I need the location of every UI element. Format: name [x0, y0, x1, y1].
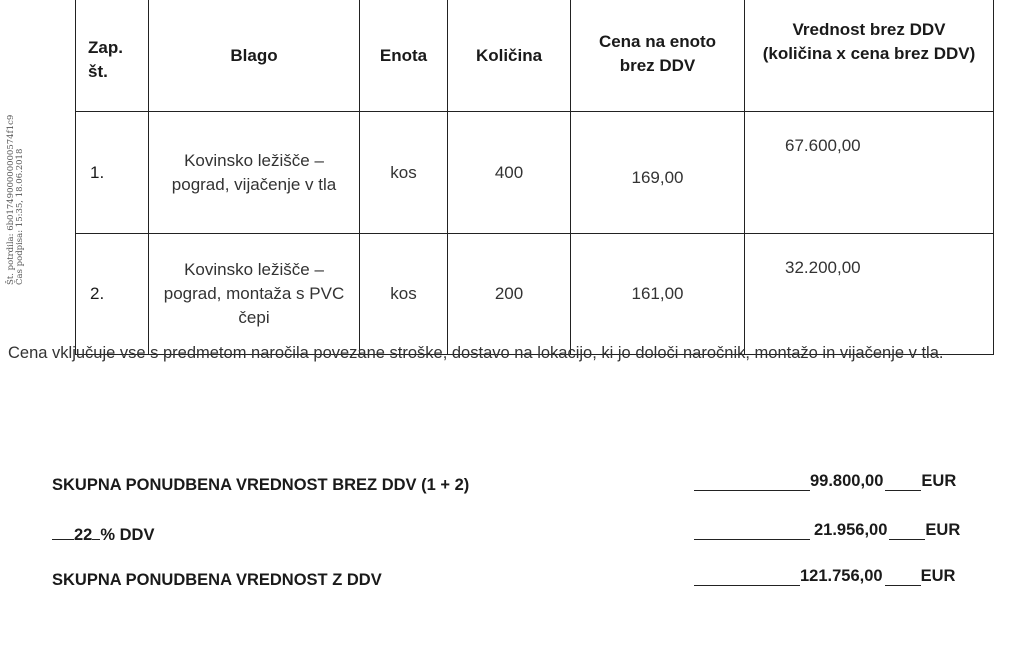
certificate-number: Št. potrdila: 6b0174900000000574f1c9: [6, 114, 16, 285]
fill-line: [694, 519, 810, 540]
offer-table: [75, 0, 994, 355]
row-enota: kos: [360, 112, 448, 234]
fill-line: [885, 565, 921, 586]
vat-rate: 22: [74, 526, 93, 544]
fill-line: [694, 565, 800, 586]
total-net-amount: 99.800,00: [810, 472, 884, 490]
header-enota: Enota: [360, 0, 448, 112]
total-net-currency: EUR: [921, 472, 957, 490]
total-gross-currency: EUR: [920, 567, 956, 585]
fill-line: [694, 470, 810, 491]
table-row: [76, 234, 994, 355]
fill-line: [52, 525, 74, 540]
fill-line: [889, 519, 925, 540]
row-enota: kos: [360, 234, 448, 355]
table-header-row: [76, 0, 994, 112]
fill-line: [885, 470, 921, 491]
vat-label: [52, 525, 154, 545]
row-zap: 1.: [76, 112, 149, 234]
header-zap: Zap. št.: [76, 0, 149, 112]
vat-row: [52, 521, 992, 551]
total-net-amount-line: [694, 470, 994, 491]
row-vrednost: 67.600,00: [745, 112, 994, 234]
header-vrednost: Vrednost brez DDV (količina x cena brez DDV): [745, 0, 994, 112]
total-gross-label: SKUPNA PONUDBENA VREDNOST Z DDV: [52, 571, 382, 589]
row-cena: 169,00: [571, 112, 745, 234]
row-zap: 2.: [76, 234, 149, 355]
total-gross-row: [52, 567, 992, 597]
vat-currency: EUR: [925, 521, 961, 539]
row-kolicina: 200: [448, 234, 571, 355]
price-note: Cena vključuje vse s predmetom naročila povezane stroške, dostavo na lokacijo, ki jo določi naročnik, montažo in vijačenje v tla.: [8, 344, 944, 362]
total-gross-amount: 121.756,00: [800, 567, 883, 585]
row-cena: 161,00: [571, 234, 745, 355]
signature-stamp: [2, 60, 26, 290]
row-blago: Kovinsko ležišče – pograd, vijačenje v tla: [149, 112, 360, 234]
total-net-label: SKUPNA PONUDBENA VREDNOST BREZ DDV (1 + 2): [52, 476, 470, 494]
total-gross-amount-line: [694, 565, 994, 586]
row-vrednost: 32.200,00: [745, 234, 994, 355]
vat-amount-line: [694, 519, 994, 540]
total-net-row: [52, 472, 992, 502]
header-cena: Cena na enoto brez DDV: [571, 0, 745, 112]
header-kolicina: Količina: [448, 0, 571, 112]
header-blago: Blago: [149, 0, 360, 112]
row-kolicina: 400: [448, 112, 571, 234]
vat-amount: 21.956,00: [814, 521, 888, 539]
row-blago: Kovinsko ležišče – pograd, montaža s PVC čepi: [149, 234, 360, 355]
table-row: [76, 112, 994, 234]
vat-label-suffix: % DDV: [100, 526, 155, 544]
signature-time: Čas podpisa: 15:35, 18.06.2018: [15, 148, 25, 285]
